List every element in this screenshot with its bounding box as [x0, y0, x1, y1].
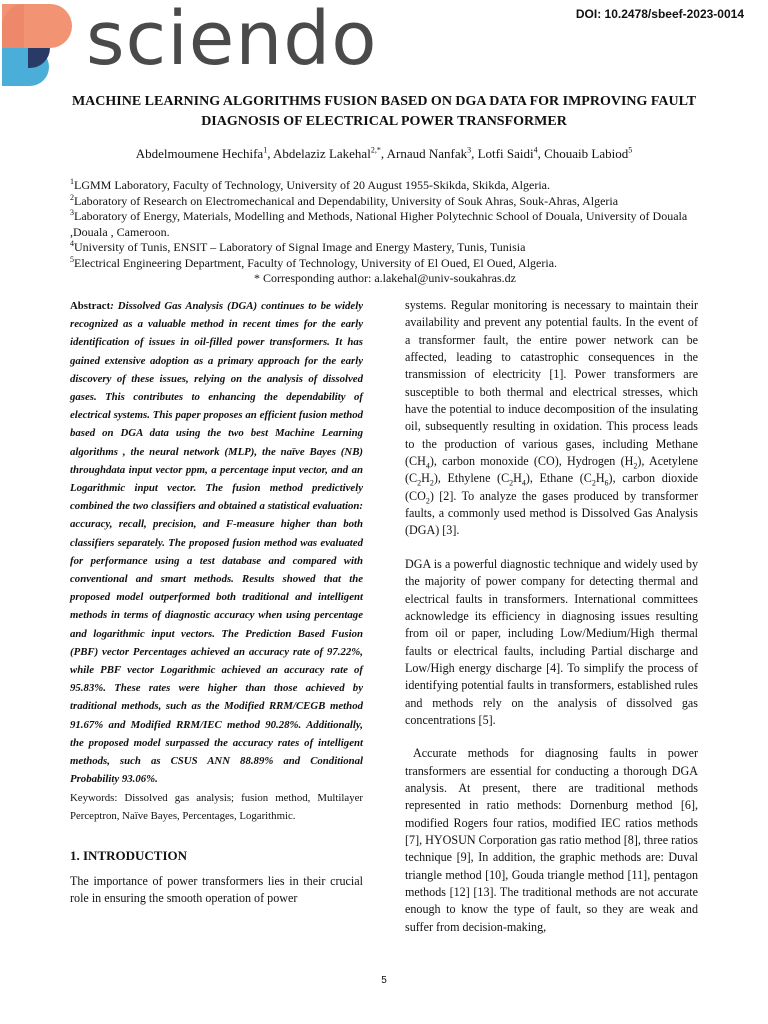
right-column: [405, 297, 698, 936]
abstract-label: Abstract: [70, 300, 111, 312]
logo-blue-shape: [2, 48, 28, 86]
author-sep: ,: [471, 146, 478, 161]
author-sep: ,: [537, 146, 545, 161]
text-run: ), carbon dioxide (CO: [405, 471, 698, 503]
author-sup: 4: [533, 145, 538, 155]
author-sup: 2,*: [370, 145, 381, 155]
text-run: H: [421, 471, 430, 486]
section-heading-introduction: 1. INTRODUCTION: [70, 848, 188, 864]
subscript: 2: [425, 496, 430, 506]
author-sup: 5: [628, 145, 633, 155]
affiliation-sup: 4: [70, 239, 74, 248]
paper-title: MACHINE LEARNING ALGORITHMS FUSION BASED ON DGA DATA FOR IMPROVING FAULT DIAGNOSIS OF ELECTRICAL POWER TRANSFORMER: [71, 94, 697, 129]
text-run: systems. Regular monitoring is necessary to maintain their availability and prevent any potential faults. In the event of a transformer fault, the entire power network can be affected, leading to catastrophic consequences in the transmission of electricity [1]. Power transformers are susceptible to both thermal and electrical stresses, which have the potential to induce decomposition of the insulating oil, subsequently resulting in oxidation. This process leads to the production of various gases, including Methane (CH: [405, 298, 698, 469]
text-run: H: [513, 471, 522, 486]
subscript: 2: [591, 478, 596, 488]
author-sup: 1: [263, 145, 268, 155]
text-run: ), Ethane (C: [525, 471, 592, 486]
affiliations: [70, 178, 700, 287]
subscript: 4: [425, 461, 430, 471]
affiliation-item: [70, 209, 700, 240]
author-name: Lotfi Saidi: [477, 146, 534, 161]
subscript: 2: [633, 461, 638, 471]
affiliation-sup: 5: [70, 254, 74, 264]
corresponding-author: * Corresponding author: a.lakehal@univ-soukahras.dz: [254, 271, 516, 285]
subscript: 2: [417, 478, 422, 488]
text-run: ), Acetylene (C: [405, 454, 698, 486]
intro-paragraph: The importance of power transformers lies in their crucial role in ensuring the smooth operation of power: [70, 873, 363, 906]
abstract: [70, 297, 363, 788]
text-run: H: [595, 471, 605, 486]
affiliation-text: Laboratory of Energy, Materials, Modelling and Methods, National Higher Polytechnic School of Douala, University of Douala ,Douala , Cameroon.: [70, 209, 688, 239]
author-name: Abdelmoumene Hechifa: [135, 146, 264, 161]
sciendo-logo-mark: [0, 0, 80, 90]
subscript: 6: [604, 478, 609, 488]
author-name: Abdelaziz Lakehal: [273, 146, 371, 161]
left-column: [70, 297, 363, 908]
page-number: 5: [381, 975, 387, 986]
author-sep: ,: [380, 146, 387, 161]
author-name: Arnaud Nanfak: [386, 146, 468, 161]
affiliation-sup: 3: [70, 208, 74, 217]
affiliation-sup: 2: [70, 192, 74, 202]
keywords: Keywords: Dissolved gas analysis; fusion method, Multilayer Perceptron, Naïve Bayes, Percentages, Logarithmic.: [70, 792, 363, 822]
body-paragraph-2: DGA is a powerful diagnostic technique and widely used by the majority of power company for detecting thermal and electrical faults in transformers. International committees acknowledge its efficiency in diagnosing issues resulting from oil or paper, including Low/Medium/High thermal faults or electrical faults, including Partial discharge and Low/High energy discharge [4]. To simplify the process of identifying potential faults in transformers, established rules and methods rely on the analysis of dissolved gas concentrations [5].: [405, 556, 698, 727]
affiliation-text: LGMM Laboratory, Faculty of Technology, University of 20 August 1955-Skikda, Skikda, Algeria.: [74, 178, 550, 192]
sciendo-logo: [0, 0, 400, 90]
affiliation-sup: 1: [70, 177, 74, 186]
body-paragraph-1: [405, 297, 698, 540]
author-sup: 3: [467, 145, 472, 155]
affiliation-item: [70, 194, 700, 210]
author-name: Chouaib Labiod: [544, 146, 629, 161]
text-run: ) [2]. To analyze the gases produced by transformer faults, a commonly used method is Dissolved Gas Analysis (DGA) [3].: [405, 488, 698, 538]
author-list: [40, 146, 728, 162]
sciendo-wordmark: sciendo: [86, 0, 378, 82]
affiliation-item: [70, 240, 700, 256]
affiliation-item: [70, 256, 700, 272]
body-paragraph-3: Accurate methods for diagnosing faults in power transformers are essential for conducting a thorough DGA analysis. At present, there are traditional methods represented in ratio methods: Dornenburg method [6], modified Rogers four ratios, modified IEC ratios methods [7], HYOSUN Corporation gas ratio method [8], three ratios technique [9], In addition, the graphic methods are: Duval triangle method [10], Gouda triangle method [11], pentagon methods [12] [13]. The traditional methods are not accurate enough to know the type of fault, so they are weak and suffer from decision-making,: [405, 746, 698, 934]
subscript: 2: [509, 478, 514, 488]
affiliation-text: University of Tunis, ENSIT – Laboratory of Signal Image and Energy Mastery, Tunis, Tunisia: [74, 240, 526, 254]
author-sep: ,: [267, 146, 273, 161]
affiliation-item: [70, 178, 700, 194]
text-run: ), Ethylene (C: [433, 471, 510, 486]
text-run: ), carbon monoxide (CO), Hydrogen (H: [429, 454, 634, 469]
abstract-text: : Dissolved Gas Analysis (DGA) continues to be widely recognized as a valuable method in recent times for the early identification of issues in oil-filled power transformers. It has gained extensive adoption as a primary approach for the early discovery of these issues, relying on the analysis of dissolved gases. This contributes to enhancing the dependability of electrical systems. This paper proposes an efficient fusion method based on DGA data using the two best Machine Learning algorithms , the neural network (MLP), the naïve Bayes (NB) throughdata input vector ppm, a percentage input vector, and an Logarithmic input vector. The fusion method predictively combined the two classifiers and obtained a statistical evaluation: accuracy, recall, precision, and F-measure higher than both classifiers separately. The proposed fusion method was evaluated for performance using a test database and compared with conventional and smart methods. Results showed that the proposed model outperformed both traditional and intelligent methods in terms of diagnostic accuracy when using percentage and logarithmic input vectors. The Prediction Based Fusion (PBF) vector Percentages achieved an accuracy rate of 97.22%, while PBF vector Logarithmic achieved an accuracy rate of 95.83%. These rates were higher than those achieved by traditional methods, such as the Modified RRM/CEGB method 91.67% and Modified RRM/IEC method 90.28%. Additionally, the proposed model surpassed the accuracy rates of intelligent methods, such as CSUS ANN 88.89% and Conditional Probability 93.06%.: [70, 300, 363, 786]
subscript: 2: [429, 478, 434, 488]
affiliation-text: Laboratory of Research on Electromechanical and Dependability, University of Souk Ahras, Souk-Ahras, Algeria: [74, 193, 619, 208]
affiliation-text: Electrical Engineering Department, Faculty of Technology, University of El Oued, El Oued, Algeria.: [74, 255, 558, 270]
subscript: 4: [521, 478, 526, 488]
doi-label[interactable]: DOI: 10.2478/sbeef-2023-0014: [575, 7, 744, 21]
